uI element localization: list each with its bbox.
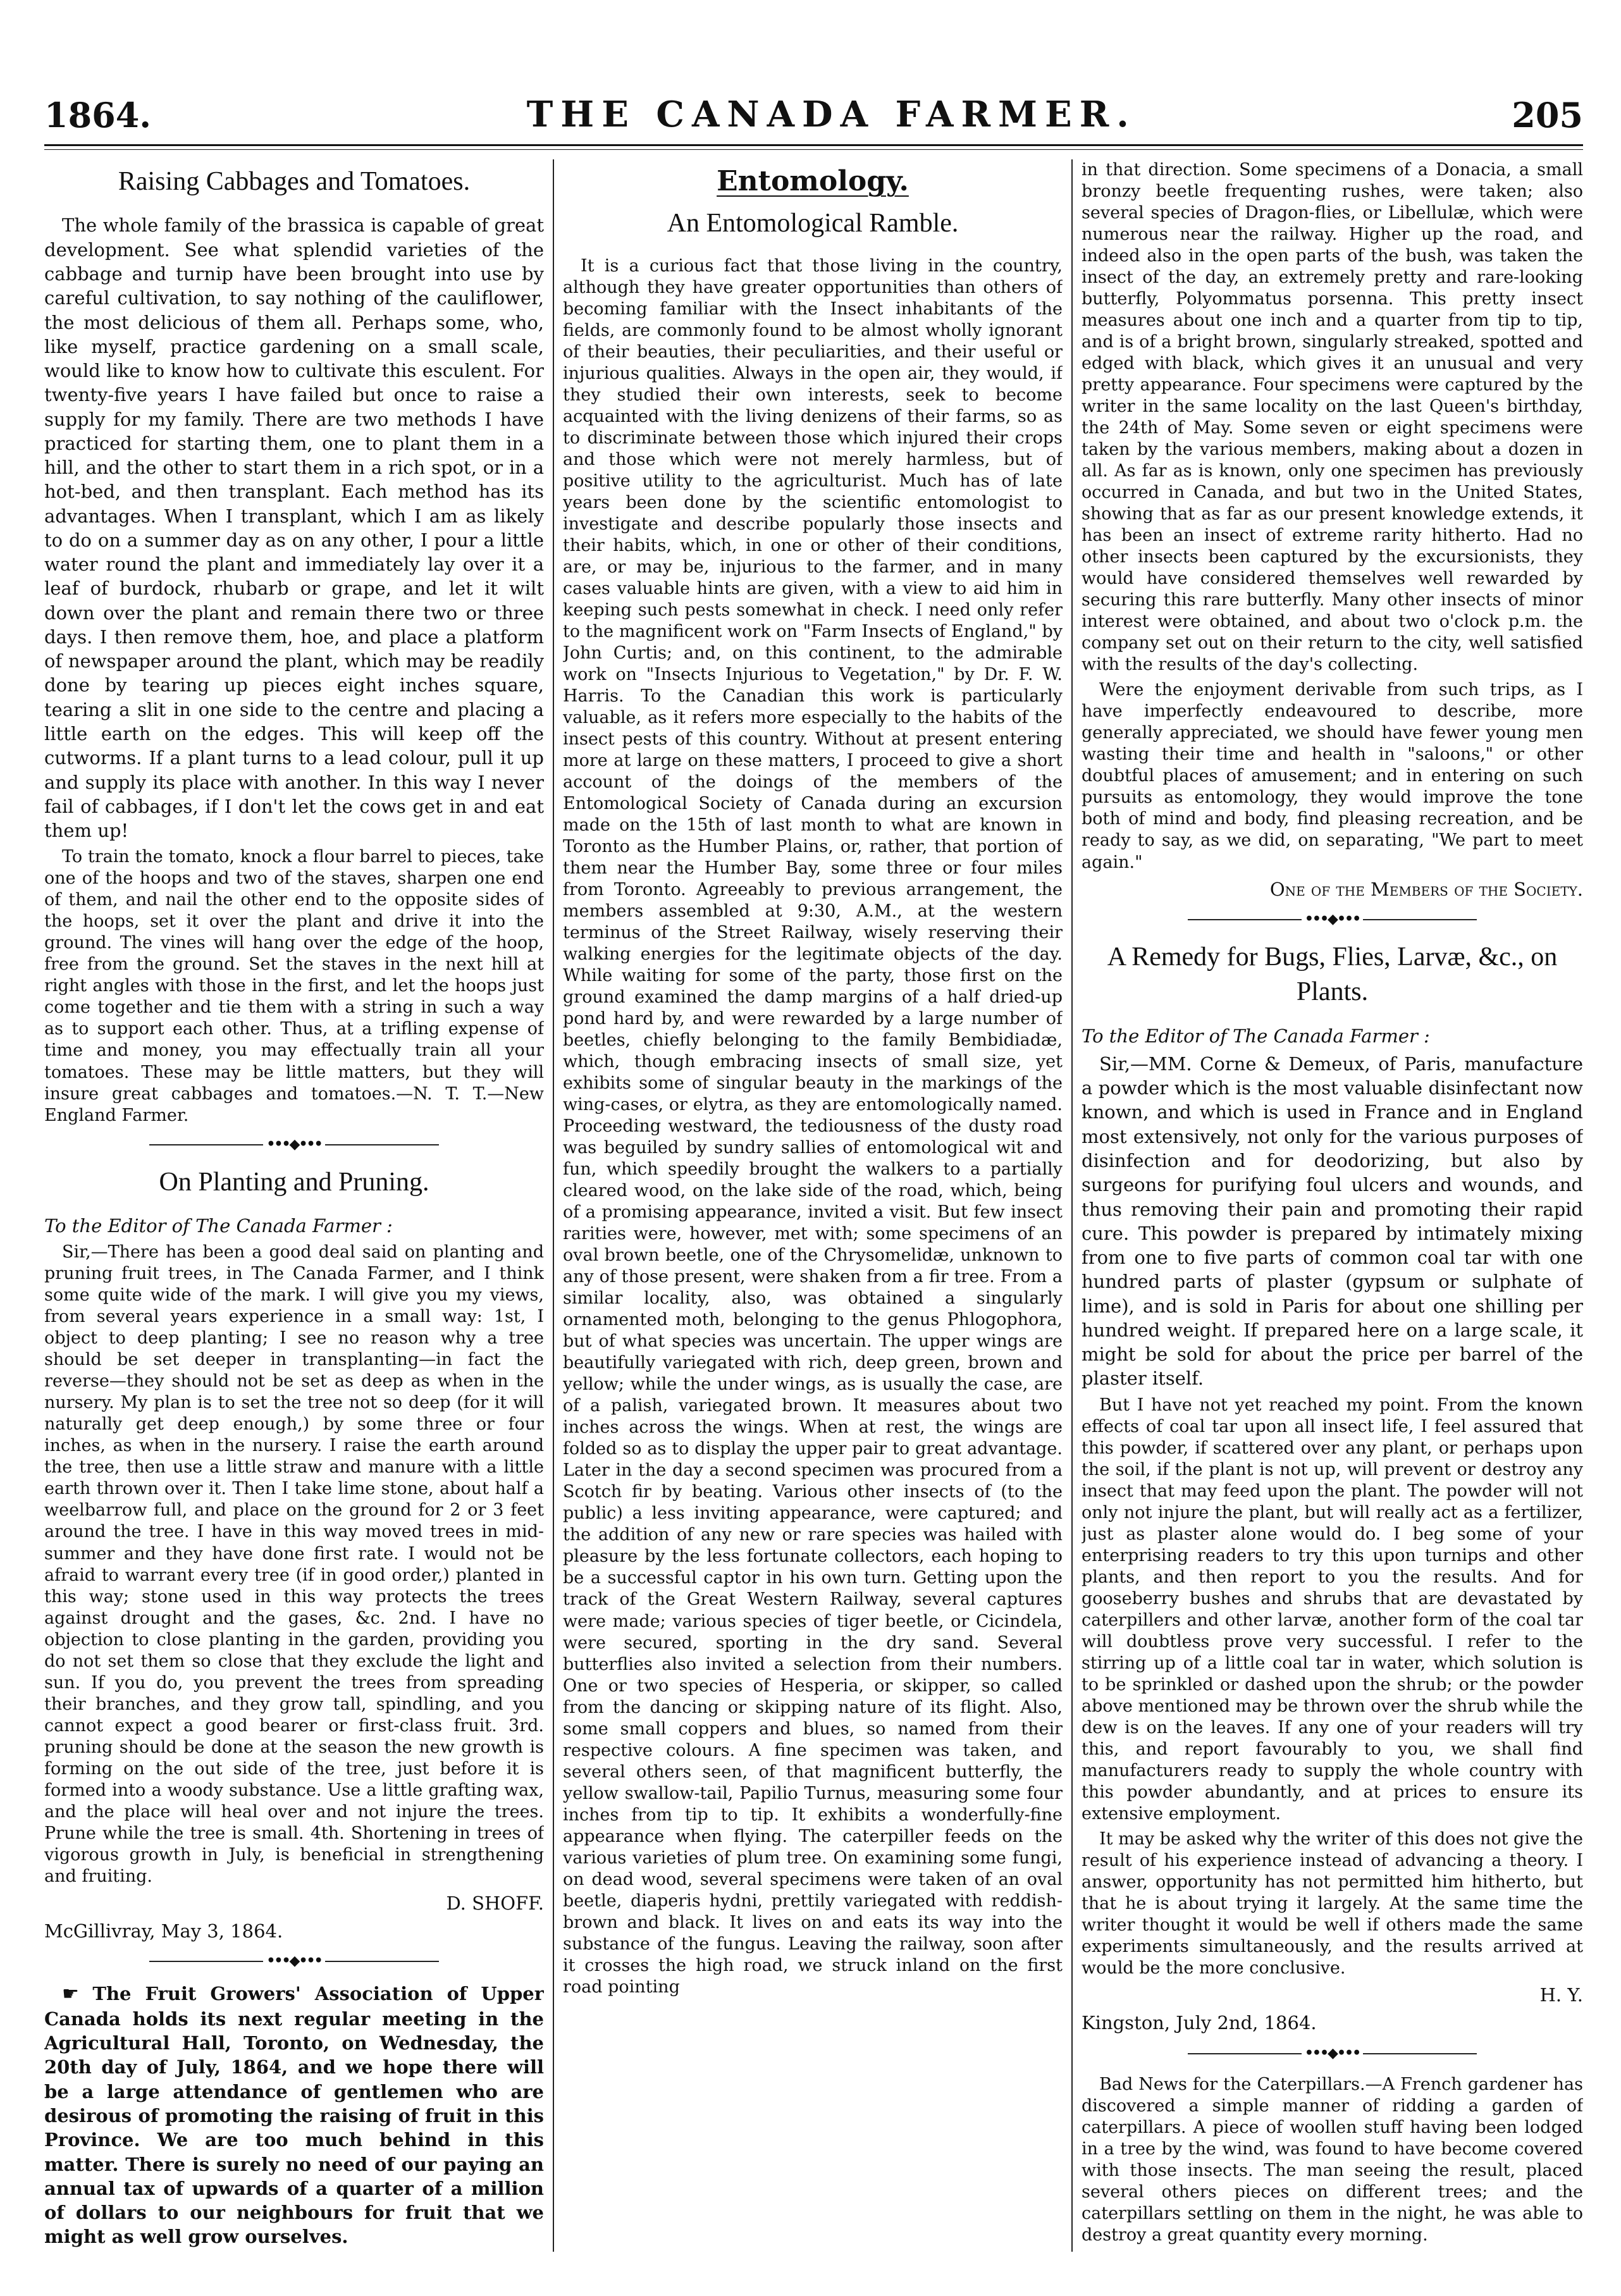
signature: H. Y. (1539, 1984, 1583, 2006)
masthead-page-number: 205 (1512, 95, 1583, 135)
article-paragraph: The whole family of the brassica is capable of great development. See what splendid varieties of the cabbage and turnip have been brought into use by careful cultivation, to say nothing of the cauliflower, the most delicious of them all. Perhaps some, who, like myself, practice gardening on a small scale, would like to know how to cultivate this esculent. For twenty-five years I have failed but once to raise a supply for my family. There are two methods I have practiced for starting them, one to plant them in a hill, and the other to start them in a rich spot, or in a hot-bed, and then transplant. Each method has its advantages. When I transplant, which I am as likely to do on a summer day as on any other, I pour a little water round the plant and immediately lay over it a leaf of burdock, rhubarb or grape, and let it wilt down over the plant and remain there two or three days. I then remove them, hoe, and place a platform of newspaper around the plant, which may be readily done by tearing up pieces eight inches square, tearing a slit in one side to the centre and placing a little earth on the edges. This will keep off the cutworms. If a plant turns to a lead colour, pull it up and supply its place with another. In this way I never fail of cabbages, if I don't let the cows get in and eat them up! (44, 214, 544, 842)
ornament-divider: •••◆••• (44, 1952, 544, 1970)
article-title-pruning: On Planting and Pruning. (159, 1167, 429, 1197)
article-title-cabbages: Raising Cabbages and Tomatoes. (118, 167, 471, 196)
notice-fruit-growers: ☛ The Fruit Growers' Association of Upper Canada holds its next regular meeting in the Agricultural Hall, Toronto, on Wednesday, the 20th day of July, 1864, and we hope there will be a large attendance of gentlemen who are desirous of promoting the raising of fruit in this Province. We are too much behind in this matter. There is surely no need of our paying an annual tax of upwards of a quarter of a million of dollars to our neighbours for fruit that we might as well grow ourselves. (44, 1983, 544, 2248)
dateline: Kingston, July 2nd, 1864. (1082, 2012, 1317, 2034)
ornament-divider: •••◆••• (1082, 2044, 1583, 2063)
ornament-divider: •••◆••• (44, 1135, 544, 1154)
signature: One of the Members of the Society. (1269, 878, 1583, 900)
column-rule-left (553, 159, 554, 2252)
article-paragraph: Were the enjoyment derivable from such trips, as I have imperfectly endeavoured to describe, more generally appreciated, we should have fewer young men wasting their time and health in "saloons," or other doubtful places of amusement; and in entering on such pursuits as entomology, they would improve the tone both of mind and body, find pleasing recreation, and be ready to say, as we did, on separating, "We part to meet again." (1082, 680, 1583, 872)
article-paragraph: To train the tomato, knock a flour barrel to pieces, take one of the hoops and two of the staves, sharpen one end of them, and nail the other end to the opposite sides of the hoops, set it over the plant and drive it into the ground. The vines will hang over the edge of the hoop, free from the ground. Set the staves in the next hill at right angles with those in the first, and let the hoops just come together and tie them with a string in such a way as to support each other. Thus, at a trifling expense of time and money, you may effectually train all your tomatoes. These may be little matters, but they will insure great cabbages and tomatoes.—N. T. T.—New England Farmer. (44, 847, 544, 1125)
salutation: To the Editor of The Canada Farmer : (1082, 1025, 1430, 1047)
article-paragraph: Sir,—MM. Corne & Demeux, of Paris, manufacture a powder which is the most valuable disinfectant now known, and which is used in France and in England most extensively, not only for the various purposes of disinfection and for deodorizing, but also by surgeons for purifying foul ulcers and wounds, and thus removing their pain and promoting their rapid cure. This powder is prepared by intimately mixing from one to five parts of common coal tar with one hundred parts of plaster (gypsum or sulphate of lime), and is sold in Paris for about one shilling per hundred weight. If prepared here on a large scale, it might be sold for about the price per barrel of the plaster itself. (1082, 1052, 1583, 1390)
section-title-entomology: Entomology. (717, 165, 909, 197)
article-paragraph: Sir,—There has been a good deal said on planting and pruning fruit trees, in The Canada Farmer, and I think some quite wide of the mark. I will give you my views, from several years experience in a small way: 1st, I object to deep planting; I see no reason why a tree should be set deeper in transplanting—in fact the reverse—they should not be set as deep as when in the nursery. My plan is to set the tree not so deep (for it will naturally get deep enough,) by some three or four inches, as when in the nursery. I raise the earth around the tree, then use a little straw and manure with a little earth thrown over it. Then I take lime stone, about half a weelbarrow full, and place on the ground for 2 or 3 feet around the tree. I have in this way moved trees in mid-summer and they have done first rate. I would not be afraid to warrant every tree (if in good order,) planted in this way; stone used in this way protects the trees against drought and the gases, &c. 2nd. I have no objection to close planting in the garden, providing you do not set them so close that they exclude the light and sun. If you do, you prevent the trees from spreading their branches, and they grow tall, spindling, and you cannot expect a good bearer or first-class fruit. 3rd. pruning should be done at the season the new growth is forming on the out side of the tree, just before it is formed into a woody substance. Use a little grafting wax, and the place will heal over and not injure the trees. Prune while the tree is small. 4th. Shortening in trees of vigorous growth in July, is beneficial in strengthening and fruiting. (44, 1242, 544, 1886)
column-3 (1082, 159, 1583, 2252)
column-rule-right (1071, 159, 1073, 2252)
masthead (44, 87, 1583, 146)
ornament-divider: •••◆••• (1082, 910, 1583, 929)
column-2 (563, 159, 1063, 2252)
article-paragraph: It is a curious fact that those living in the country, although they have greater opportunities than others of becoming familiar with the Insect inhabitants of the fields, are commonly found to be almost wholly ignorant of their beauties, their peculiarities, and their useful or injurious qualities. Always in the open air, they would, if they studied their own interests, seek to become acquainted with the living denizens of their farms, so as to discriminate between those which injured their crops and those which were not merely harmless, but of positive utility to the agriculturist. Much has of late years been done by the scientific entomologist to investigate and describe popularly those insects and their habits, which, in one or other of their conditions, are, or may be, injurious to the farmer, and in many cases valuable hints are given, with a view to aid him in keeping such pests somewhat in check. I need only refer to the magnificent work on "Farm Insects of England," by John Curtis; and, on this continent, to the admirable work on "Insects Injurious to Vegetation," by Dr. F. W. Harris. To the Canadian this work is particularly valuable, as it refers more especially to the habits of the insect pests of this country. Without at present entering more at large on these matters, I proceed to give a short account of the doings of the members of the Entomological Society of Canada during an excursion made on the 15th of last month to what are known in Toronto as the Humber Plains, or, rather, that portion of them near the Humber Bay, some three or four miles from Toronto. Agreeably to previous arrangement, the members assembled at 9:30, A.M., at the western terminus of the Street Railway, wisely reserving their walking energies for the legitimate objects of the day. While waiting for some of the party, those first on the ground examined the damp margins of a half dried-up pond hard by, and were rewarded by a large number of beetles, chiefly belonging to the family Bembidiadæ, which, though embracing insects of small size, yet exhibits some of singular beauty in the markings of the wing-cases, or elytra, as they are entomologically named. Proceeding westward, the tediousness of the dusty road was beguiled by sundry sallies of entomological wit and fun, which speedily brought the walkers to a partially cleared wood, on the lake side of the road, which, being of a promising appearance, invited a visit. But few insect rarities were, however, met with; some specimens of an oval brown beetle, one of the Chrysomelidæ, unknown to any of those present, were shaken from a fir tree. From a similar locality, also, was obtained a singularly ornamented moth, belonging to the genus Phlogophora, but of what species was uncertain. The upper wings are beautifully variegated with rich, deep green, brown and yellow; while the under wings, as is usually the case, are of a palish, variegated brown. It measures about two inches across the wings. When at rest, the wings are folded so as to display the upper pair to great advantage. Later in the day a second specimen was procured from a Scotch fir by beating. Various other insects of (to the public) a less inviting appearance, were captured; and the addition of any new or rare species was hailed with pleasure by the less fortunate collectors, each hoping to be a successful captor in his own turn. Getting upon the track of the Great Western Railway, several captures were made; various species of tiger beetle, or Cicindela, were secured, sporting in the dry sand. Several butterflies also invited a selection from their numbers. One or two species of Hesperia, or skipper, so called from the dancing or skipping nature of its flight. Also, some small coppers and blues, so named from their respective colours. A fine specimen was taken, and several others seen, of that magnificent butterfly, the yellow swallow-tail, Papilio Turnus, measuring some four inches from tip to tip. It exhibits a wonderfully-fine appearance when flying. The caterpiller feeds on the various varieties of plum tree. On examining some fungi, on dead wood, several specimens were taken of an oval beetle, diaperis hydni, prettily variegated with reddish-brown and black. It lives on and eats its way into the substance of the fungus. Leaving the railway, soon after it crosses the high road, we struck inland on the first road pointing (563, 256, 1063, 1997)
pointing-hand-icon: ☛ (62, 1983, 93, 2006)
article-paragraph: in that direction. Some specimens of a Donacia, a small bronzy beetle frequenting rushes, were taken; also several species of Dragon-flies, or Libellulæ, which were numerous near the railway. Higher up the road, and indeed also in the open parts of the bush, was taken the insect of the day, an extremely pretty and rare-looking butterfly, Polyommatus porsenna. This pretty insect measures about one inch and a quarter from tip to tip, and is of a bright brown, singularly streaked, spotted and edged with black, which gives it an unusual and very pretty appearance. Four specimens were captured by the writer in the same locality on the last Queen's birthday, the 24th of May. Some seven or eight specimens were taken by the various members, making about a dozen in all. As far as is known, only one specimen has previously occurred in Canada, and but two in the United States, showing that as far as our present knowledge extends, it has been an insect of extreme rarity hitherto. Had no other insects been captured by the excursionists, they would have considered themselves well rewarded by securing this rare butterfly. Many other insects of minor interest were obtained, and about two o'clock p.m. the company set out on their return to the city, well satisfied with the results of the day's collecting. (1082, 160, 1583, 675)
article-paragraph: It may be asked why the writer of this does not give the result of his experience instead of advancing a theory. I answer, opportunity has not permitted him hitherto, but that he is about trying it largely. At the same time the writer thought it would be well if others made the same experiments simultaneously, and the results arrived at would be the more conclusive. (1082, 1829, 1583, 1978)
notice-bad-news: Bad News for the Caterpillars.—A French gardener has discovered a simple manner of ridding a garden of caterpillars. A piece of woollen stuff having been lodged in a tree by the wind, was found to have become covered with those insects. The man seeing the result, placed several others pieces on different trees; and the caterpillars settling on them in the night, he was able to destroy a great quantity every morning. (1082, 2074, 1583, 2245)
masthead-title: THE CANADA FARMER. (526, 94, 1137, 135)
column-1 (44, 159, 544, 2252)
masthead-year: 1864. (44, 95, 152, 135)
signature: D. SHOFF. (446, 1892, 544, 1914)
dateline: McGillivray, May 3, 1864. (44, 1920, 283, 1942)
article-title-remedy: A Remedy for Bugs, Flies, Larvæ, &c., on Plants. (1107, 942, 1558, 1007)
article-title-ramble: An Entomological Ramble. (667, 209, 959, 238)
masthead-rule (44, 149, 1583, 150)
salutation: To the Editor of The Canada Farmer : (44, 1215, 393, 1237)
article-paragraph: But I have not yet reached my point. From the known effects of coal tar upon all insect life, I feel assured that this powder, if scattered over any plant, or perhaps upon the soil, if the plant is not up, will prevent or destroy any insect that may feed upon the plant. The powder will not only not injure the plant, but will really act as a fertilizer, just as plaster alone would do. I beg some of your enterprising readers to try this upon turnips and other plants, and then report to you the results. And for gooseberry bushes and shrubs that are devastated by caterpillers and other larvæ, another form of the coal tar will doubtless prove very successful. I refer to the stirring up of a little coal tar in water, which solution is to be sprinkled or dashed upon the shrub; or the powder above mentioned may be thrown over the shrub while the dew is on the leaves. If any one of your readers will try this, and report favourably to you, we shall find manufacturers ready to supply the whole country with this powder abundantly, and at prices to ensure its extensive employment. (1082, 1395, 1583, 1824)
